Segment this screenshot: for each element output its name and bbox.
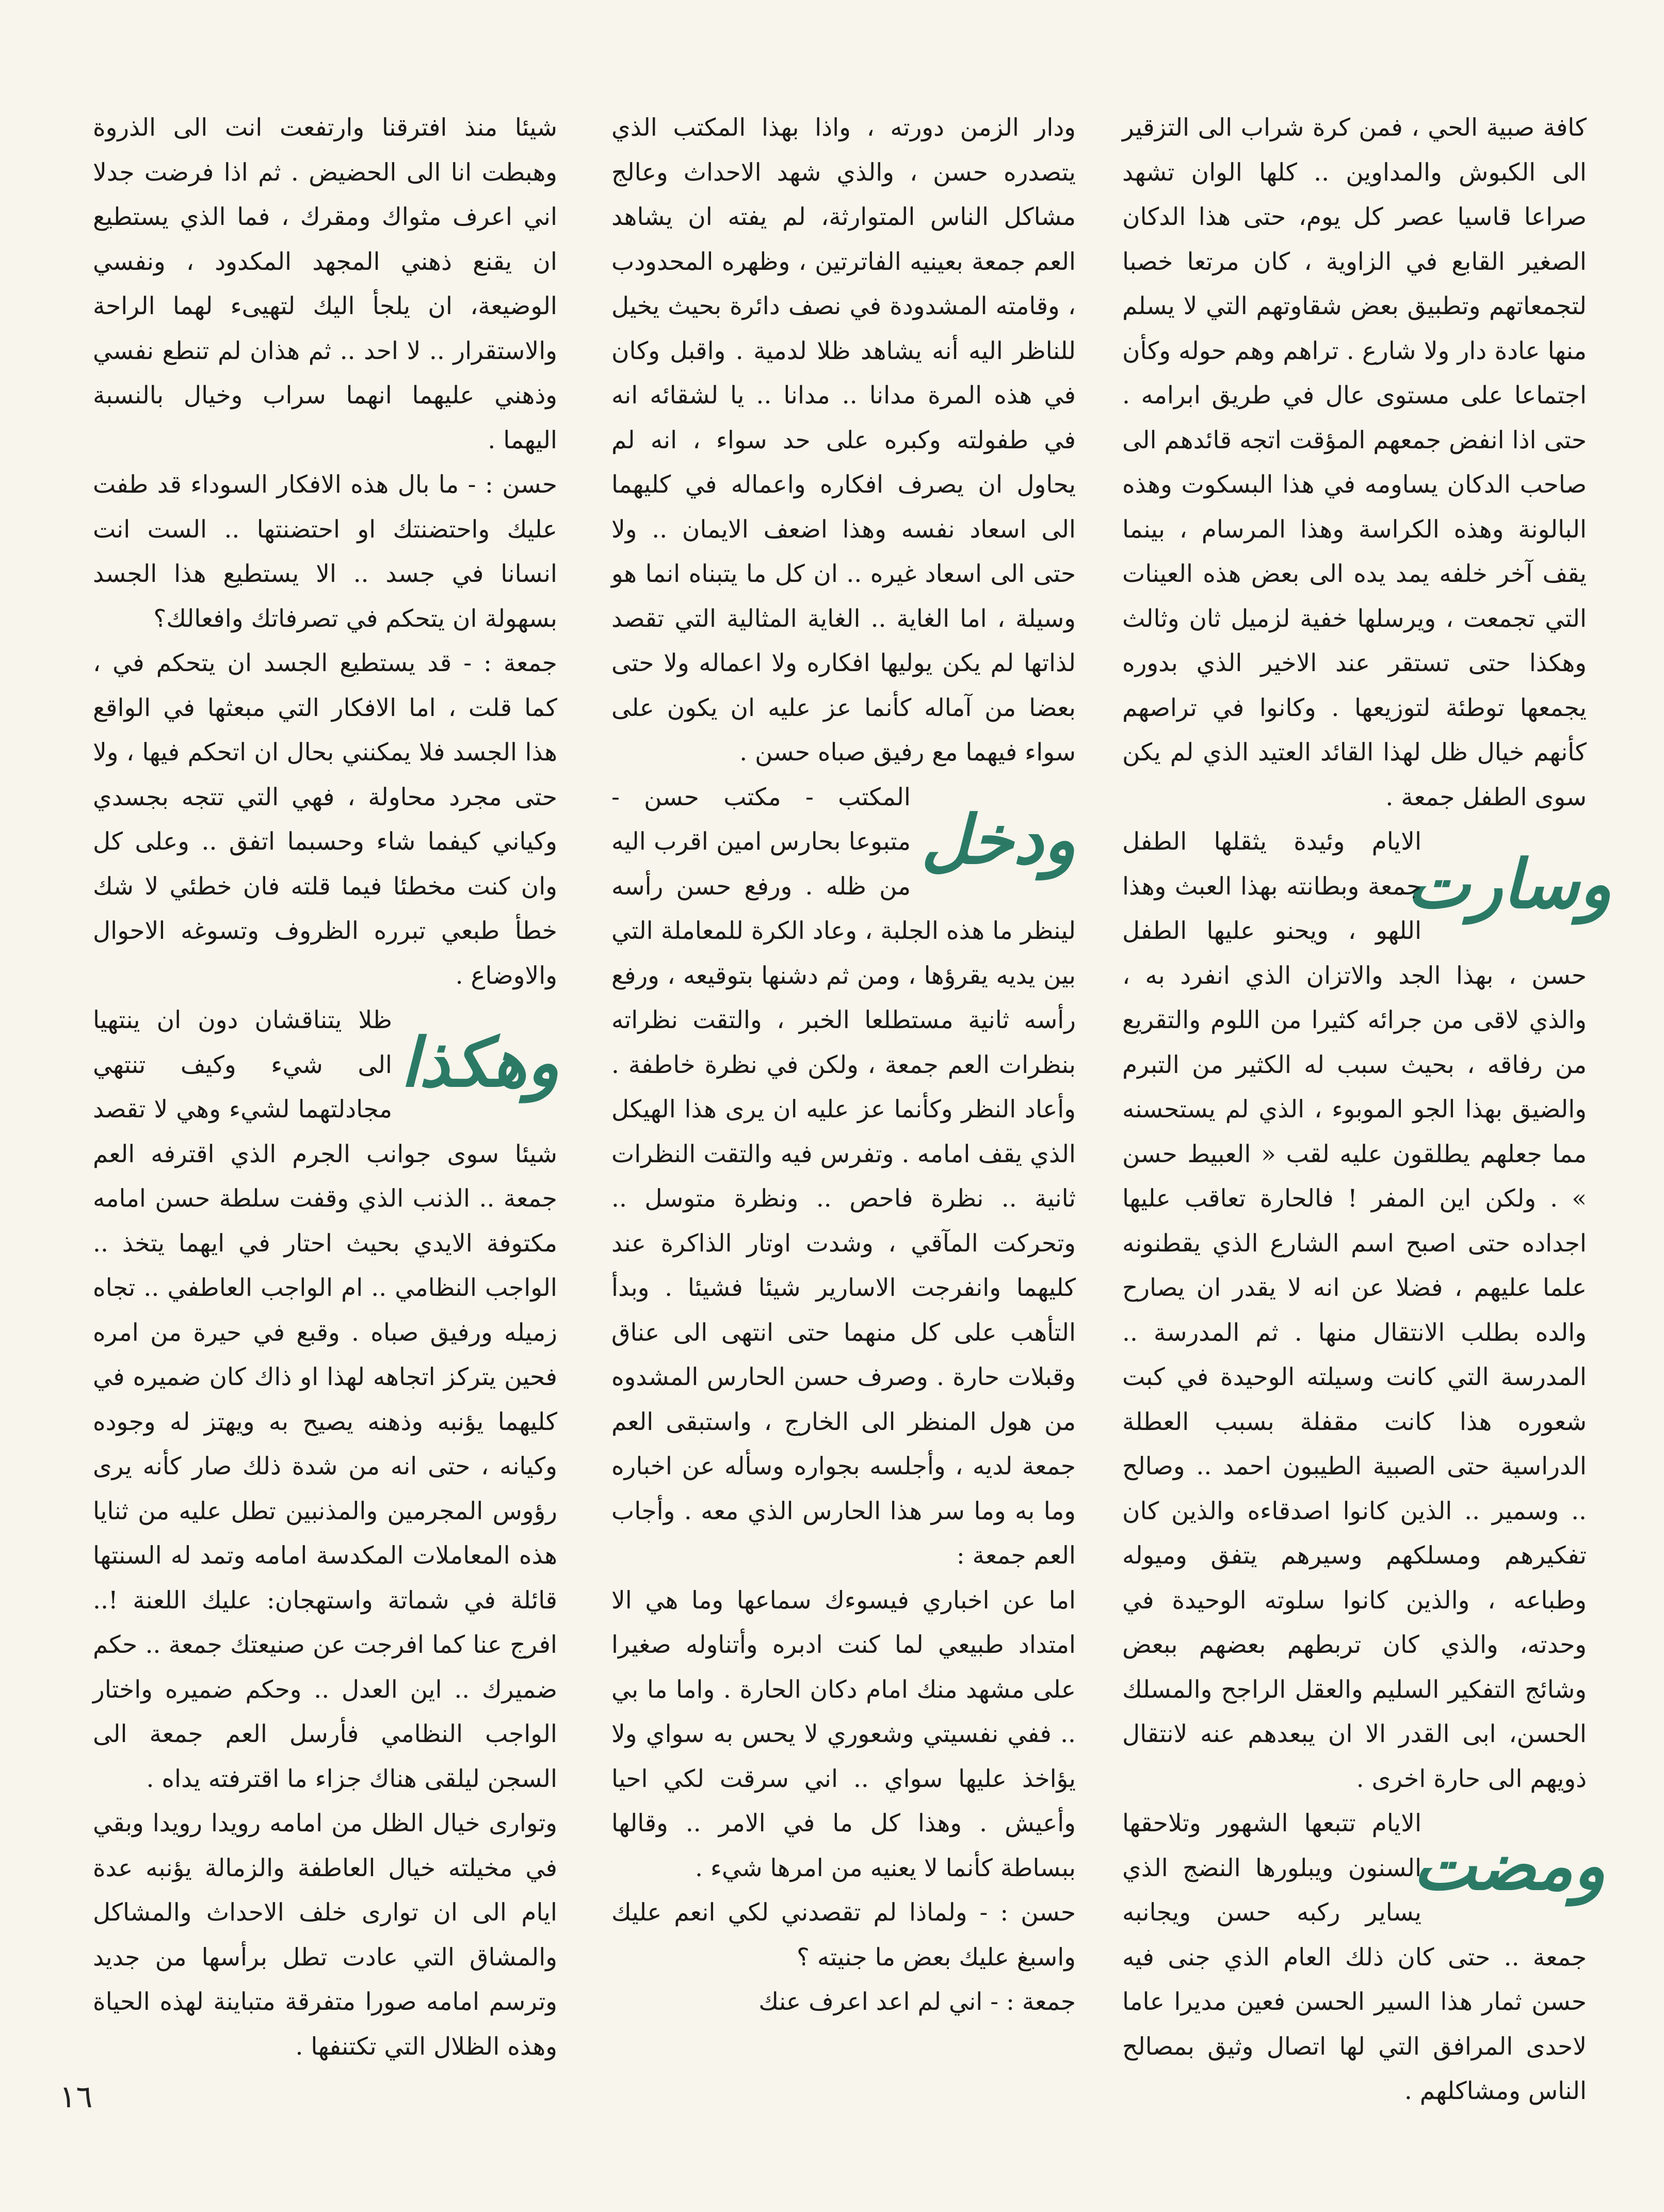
paragraph-right-2: الايام وئيدة يثقلها الطفل جمعة وبطانته بهذا العبث وهذا اللهو ، ويحنو عليها الطفل حسن ، بهذا الجد والاتزان الذي انفرد به ، والذي لاقى من جرائه كثيرا من اللوم والتقريع من رفاقه ، بحيث سبب له الكثير من التبرم والضيق بهذا الجو الموبوء ، الذي لم يستحسنه مما جعلهم يطلقون عليه لقب « العبيط حسن » . ولكن اين المفر ! فالحارة تعاقب عليها اجداده حتى اصبح اسم الشارع الذي يقطنونه علما عليهم ، فضلا عن انه لا يقدر ان يصارح والده بطلب الانتقال منها . ثم المدرسة .. المدرسة التي كانت وسيلته الوحيدة في كبت شعوره هذا كانت مقفلة بسبب العطلة الدراسية حتى الصبية الطيبون احمد .. وصالح .. وسمير .. الذين كانوا اصدقاءه والذين كان تفكيرهم ومسلكهم وسيرهم يتفق وميوله وطباعه ، والذين كانوا سلوته الوحيدة في وحدته، والذي كان تربطهم بعضهم ببعض وشائج التفكير السليم والعقل الراجح والمسلك الحسن، ابى القدر الا ان يبعدهم عنه لانتقال ذويهم الى حارة اخرى . — [1122, 827, 1587, 1793]
dialogue-jumaa-2: جمعة : - قد يستطيع الجسد ان يتحكم في ، كما قلت ، اما الافكار التي مبعثها في الواقع هذا الجسد فلا يمكنني بحال ان اتحكم فيها ، ولا حتى مجرد محاولة ، فهي التي تتجه بجسدي وكياني كيفما شاء وحسبما اتفق .. وعلى كل وان كنت مخطئا فيما قلته فان خطئي لا شك خطأ طبعي تبرره الظروف وتسوغه الاحوال والاوضاع . — [93, 649, 557, 990]
dialogue-jumaa-1: جمعة : - اني لم اعد اعرف عنك — [758, 1988, 1076, 2016]
paragraph-middle-1: ودار الزمن دورته ، واذا بهذا المكتب الذي يتصدره حسن ، والذي شهد الاحداث وعالج مشاكل الناس المتوارثة، لم يفته ان يشاهد العم جمعة بعينيه الفاترتين ، وظهره المحدودب ، وقامته المشدودة في نصف دائرة بحيث يخيل للناظر اليه أنه يشاهد ظلا لدمية . واقبل وكان في هذه المرة مدانا .. مدانا .. يا لشقائه انه في طفولته وكبره على حد سواء ، انه لم يحاول ان يصرف افكاره واعماله في كليهما الى اسعاد نفسه وهذا اضعف الايمان .. ولا حتى الى اسعاد غيره .. ان كل ما يتبناه انما هو وسيلة ، اما الغاية .. الغاية المثالية التي تقصد لذاتها لم يكن يوليها افكاره ولا اعماله ولا حتى بعضا من آماله كأنما عز عليه ان يكون على سواء فيهما مع رفيق صباه حسن . — [611, 113, 1076, 767]
drop-word-madat: ومضت — [1413, 1827, 1606, 1905]
dialogue-hassan-2: حسن : - ما بال هذه الافكار السوداء قد طفت عليك واحتضنتك او احتضنتها .. الست انت انسانا في جسد .. الا يستطيع هذا الجسد بسهولة ان يتحكم في تصرفاتك وافعالك؟ — [93, 470, 557, 633]
paragraph-left-5: وتوارى خيال الظل من امامه رويدا رويدا وبقي في مخيلته خيال العاطفة والزمالة يؤنبه عدة ايام الى ان توارى خلف الاحداث والمشاكل والمشاق التي عادت تطل برأسها من جديد وترسم امامه صورا متفرقة متباينة لهذه الحياة وهذه الظلال التي تكتنفها . — [93, 1809, 557, 2061]
column-right — [1122, 106, 1612, 2105]
paragraph-right-3-block — [1122, 1801, 1606, 2114]
drop-word-hakadha: وهكذا — [400, 1023, 559, 1102]
drop-word-dakhal: ودخل — [921, 800, 1076, 879]
drop-word-saarat: وسارت — [1407, 845, 1612, 923]
paragraph-right-3: الايام تتبعها الشهور وتلاحقها السنون ويبلورها النضج الذي يساير ركبه حسن ويجانبه جمعة .. حتى كان ذلك العام الذي جنى فيه حسن ثمار هذا السير الحسن فعين مديرا عاما لاحدى المرافق التي لها اتصال وثيق بمصالح الناس ومشاكلهم . — [1122, 1809, 1587, 2105]
paragraph-middle-2-block — [611, 775, 1076, 1579]
paragraph-right-2-block — [1122, 820, 1612, 1801]
column-left — [93, 106, 557, 2097]
paragraph-middle-3: اما عن اخباري فيسوءك سماعها وما هي الا امتداد طبيعي لما كنت ادبره وأتناوله صغيرا على مشهد منك امام دكان الحارة . واما ما بي .. ففي نفسيتي وشعوري لا يحس به سواي ولا يؤاخذ عليها سواي .. اني سرقت لكي احيا وأعيش . وهذا كل ما في الامر .. وقالها ببساطة كأنما لا يعنيه من امرها شيء . — [611, 1586, 1076, 1882]
column-middle — [611, 106, 1076, 2097]
page-number: ١٦ — [59, 2079, 93, 2115]
paragraph-right-1: كافة صبية الحي ، فمن كرة شراب الى التزقير الى الكبوش والمداوين .. كلها الوان تشهد صراعا قاسيا عصر كل يوم، حتى هذا الدكان الصغير القابع في الزاوية ، كان مرتعا خصبا لتجمعاتهم وتطبيق بعض شقاوتهم التي لا يسلم منها عادة دار ولا شارع . تراهم وهم حوله وكأن اجتماعا على مستوى عال في طريق ابرامه . حتى اذا انفض جمعهم المؤقت اتجه قائدهم الى صاحب الدكان يساومه في هذا البسكوت وهذه البالونة وهذه الكراسة وهذا المرسام ، بينما يقف آخر خلفه يمد يده الى بعض هذه العينات التي تجمعت ، ويرسلها خفية لزميل ثان وثالث وهكذا حتى تستقر عند الاخير الذي بدوره يجمعها توطئة لتوزيعها . وكانوا في تراصهم كأنهم خيال ظل لهذا القائد العتيد الذي لم يكن سوى الطفل جمعة . — [1122, 113, 1587, 811]
paragraph-left-1: شيئا منذ افترقنا وارتفعت انت الى الذروة وهبطت انا الى الحضيض . ثم اذا فرضت جدلا اني اعرف مثواك ومقرك ، فما الذي يستطيع ان يقنع ذهني المجهد المكدود ، ونفسي الوضيعة، ان يلجأ اليك لتهيىء لهما الراحة والاستقرار .. لا احد .. ثم هذان لم تنطع نفسي وذهني عليهما انهما سراب وخيال بالنسبة اليهما . — [93, 113, 557, 454]
paragraph-middle-2: المكتب - مكتب حسن - متبوعا بحارس امين اقرب اليه من ظله . ورفع حسن رأسه لينظر ما هذه الجلبة ، وعاد الكرة للمعاملة التي بين يديه يقرؤها ، ومن ثم دشنها بتوقيعه ، ورفع رأسه ثانية مستطلعا الخبر ، والتقت نظراته بنظرات العم جمعة ، ولكن في نظرة خاطفة . وأعاد النظر وكأنما عز عليه ان يرى هذا الهيكل الذي يقف امامه . وتفرس فيه والتقت النظرات ثانية .. نظرة فاحص .. ونظرة متوسل .. وتحركت المآقي ، وشدت اوتار الذاكرة عند كليهما وانفرجت الاسارير شيئا فشيئا . وبدأ التأهب على كل منهما حتى انتهى الى عناق وقبلات حارة . وصرف حسن الحارس المشدوه من هول المنظر الى الخارج ، واستبقى العم جمعة لديه ، وأجلسه بجواره وسأله عن اخباره وما به وما سر هذا الحارس الذي معه . وأجاب العم جمعة : — [611, 783, 1076, 1570]
paragraph-left-4-block — [93, 998, 557, 1801]
paragraph-left-4: ظلا يتناقشان دون ان ينتهيا الى شيء وكيف تنتهي مجادلتهما لشيء وهي لا تقصد شيئا سوى جوانب الجرم الذي اقترفه العم جمعة .. الذنب الذي وقفت سلطة حسن امامه مكتوفة الايدي بحيث احتار في ايهما يتخذ .. الواجب النظامي .. ام الواجب العاطفي .. تجاه زميله ورفيق صباه . وقبع في حيرة من امره فحين يتركز اتجاهه لهذا او ذاك كان ضميره في كليهما يؤنبه وذهنه يصيح به ويهتز له وجوده وكيانه ، حتى انه من شدة ذلك صار كأنه يرى رؤوس المجرمين والمذنبين تطل عليه من ثنايا هذه المعاملات المكدسة امامه وتمد له السنتها قائلة في شماتة واستهجان: عليك اللعنة !.. افرج عنا كما افرجت عن صنيعتك جمعة .. حكم ضميرك .. اين العدل .. وحكم ضميره واختار الواجب النظامي فأرسل العم جمعة الى السجن ليلقى هناك جزاء ما اقترفته يداه . — [93, 1006, 557, 1793]
dialogue-hassan-1: حسن : - ولماذا لم تقصدني لكي انعم عليك واسبغ عليك بعض ما جنيته ؟ — [611, 1898, 1076, 1972]
